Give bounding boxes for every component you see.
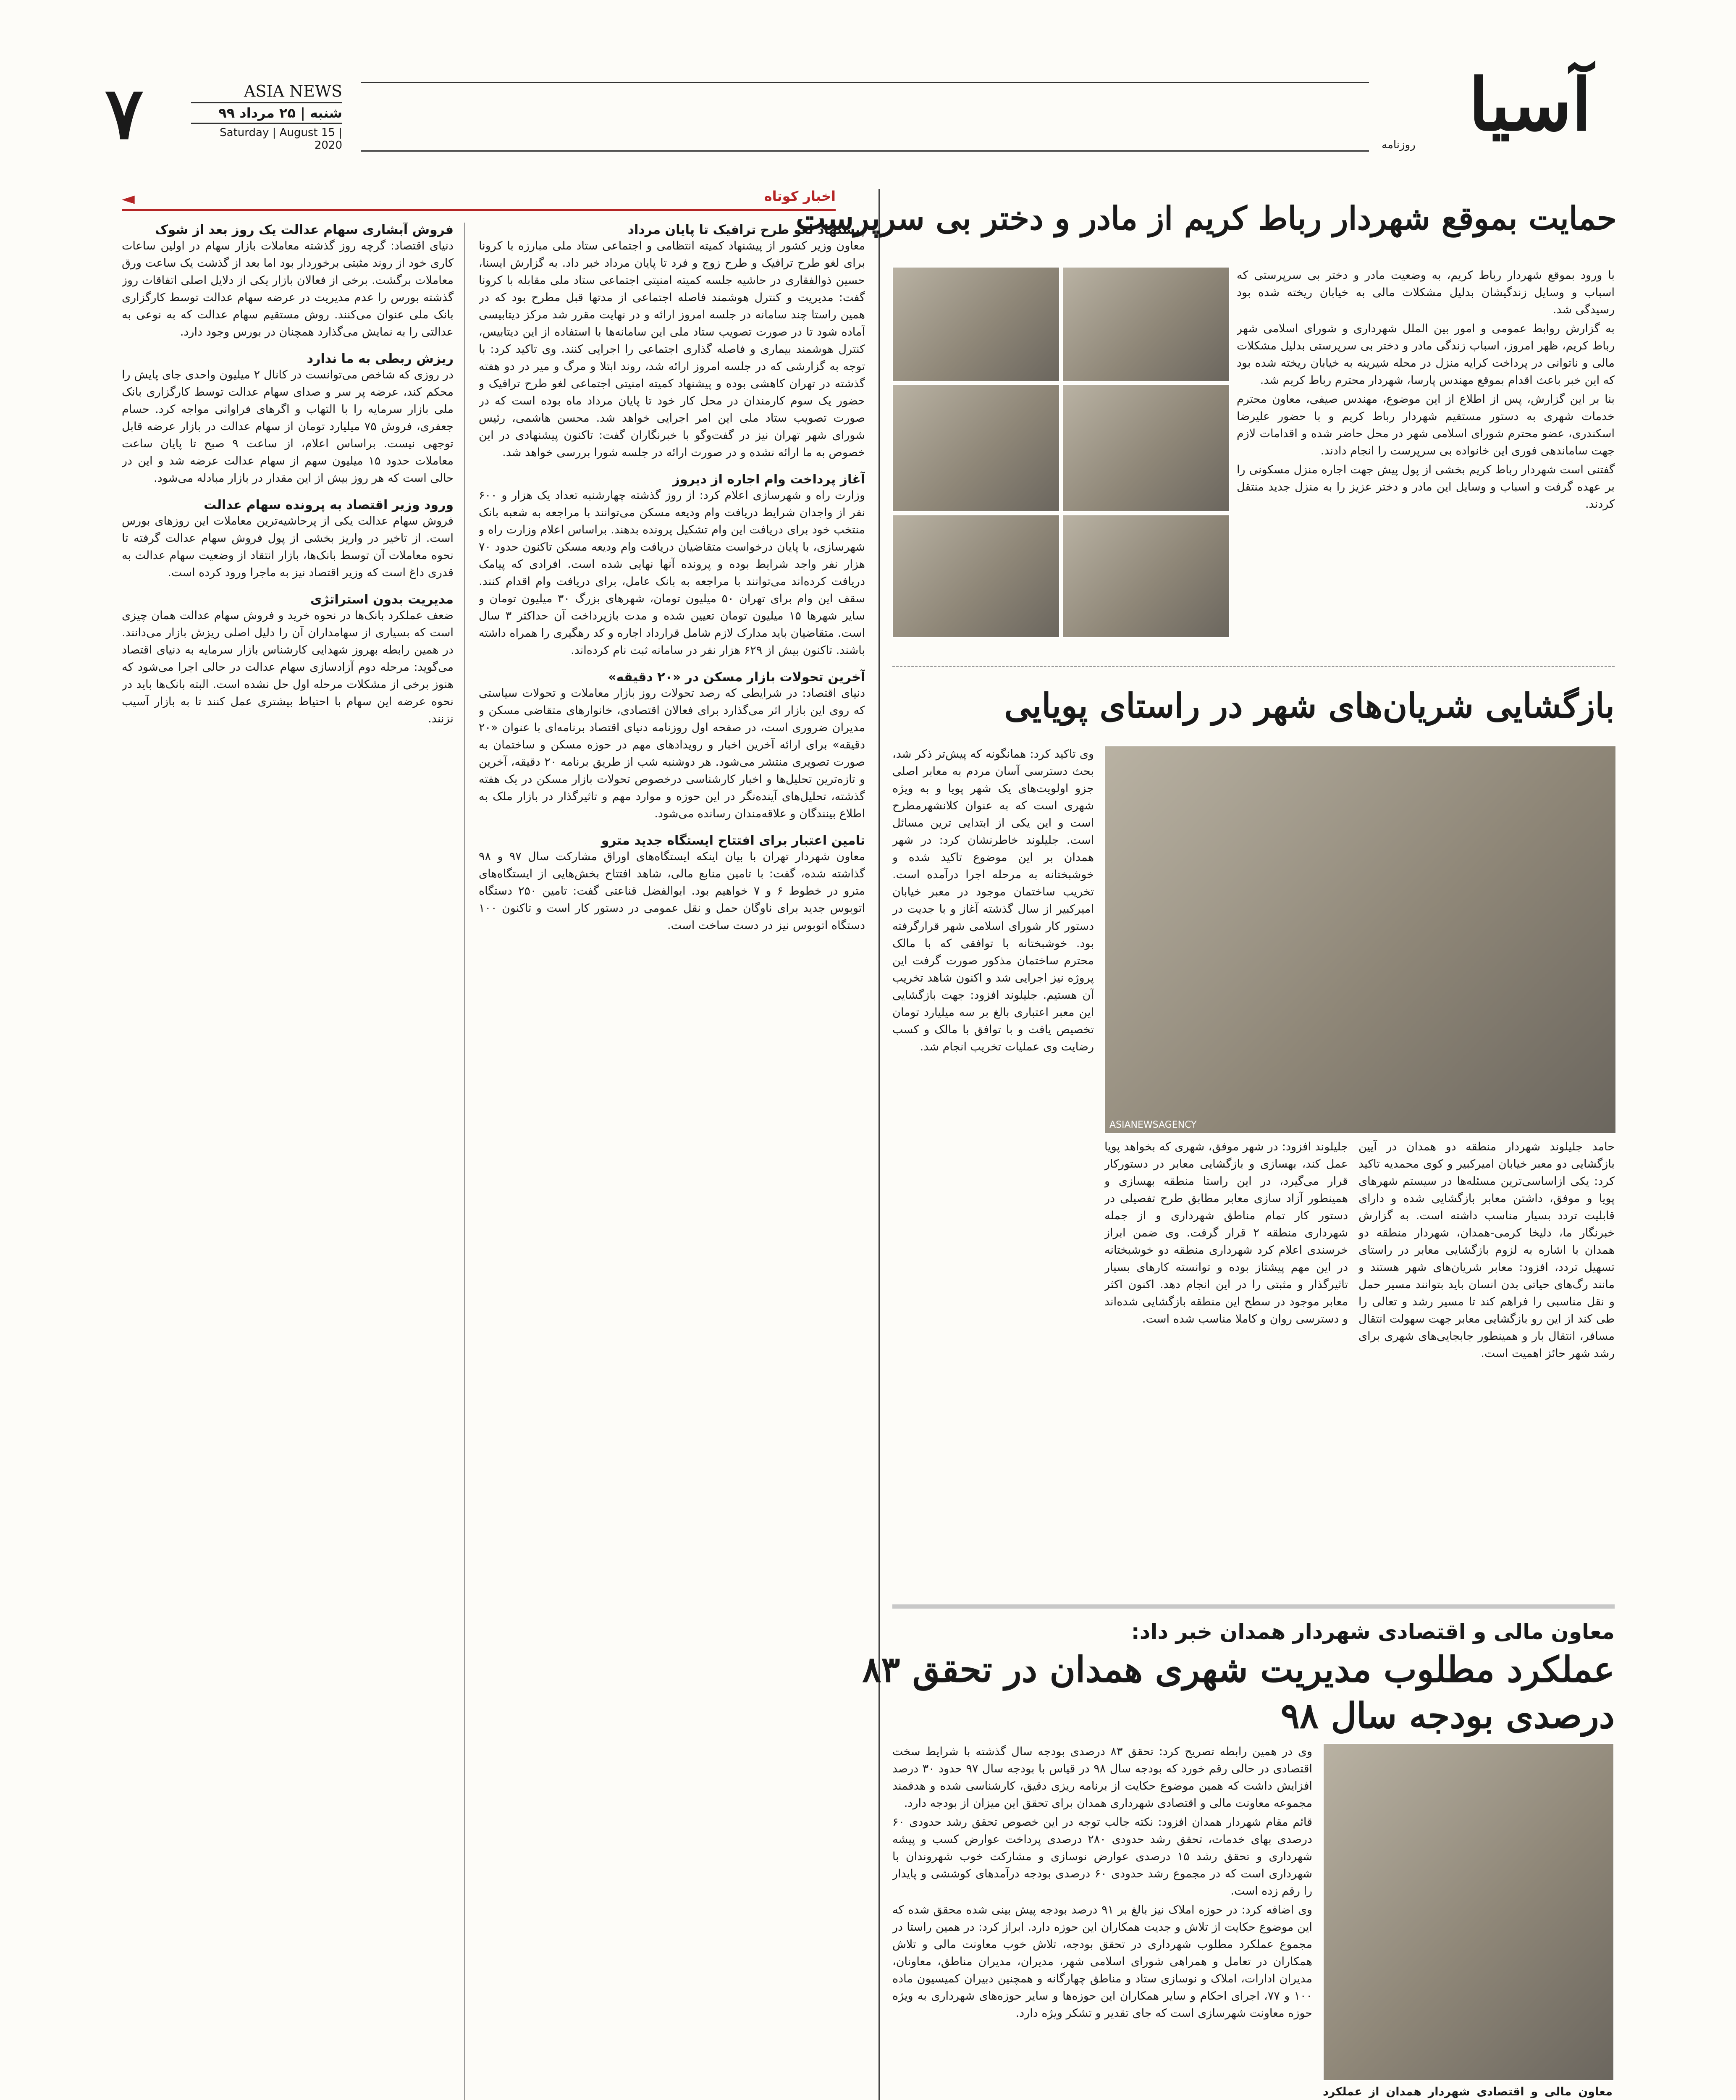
news-item-body: دنیای اقتصاد: در شرایطی که رصد تحولات روز بازار معاملات و تحولات سیاستی که روی این بازار اثر می‌گذارد برای فعالان اقتصادی، خانوارهای متقاضی مسکن و مدیران ضروری است، در صفحه اول روزنامه دنیای اقتصاد برنامه‌ای با عنوان «۲۰ دقیقه» برای ارائه آخرین اخبار و رویدادهای مهم در حوزه مسکن و ساختمان به صورت تصویری منتشر می‌شود. هر دوشنبه شب از طریق برنامه ۲۰ دقیقه، آخرین و تازه‌ترین تحلیل‌ها و اخبار کارشناسی درخصوص تحولات بازار مسکن در یک هفته گذشته، تحلیل‌های آینده‌نگر در این حوزه و موارد مهم و تاثیرگذار در بازار ملک به اطلاع بینندگان و علاقه‌مندان رسانده می‌شود. xyxy=(479,687,865,820)
date-en: Saturday | August 15 | 2020 xyxy=(220,126,342,152)
news-item-title: آغاز پرداخت وام اجاره از دیروز xyxy=(672,472,865,487)
article3-headline-line: درصدی بودجه سال ۹۸ xyxy=(1280,1695,1615,1736)
news-column-left xyxy=(122,223,454,2100)
article2-column-b: جلیلوند افزود: در شهر موفق، شهری که بخواهد پویا عمل کند، بهسازی و بازگشایی معابر در دستورکار قرار می‌گیرد، در این راستا منطقه بهسازی و همینطور آزاد سازی معابر مطابق طرح تفصیلی در دستور کار تمام مناطق شهرداری و از جمله شهرداری منطقه ۲ قرار گرفت. وی ضمن ابراز خرسندی اعلام کرد شهرداری منطقه دو خوشبختانه در این مهم پیشتاز بوده و توانسته کارهای بسیار تاثیرگذار و مثبتی را در این انجام دهد. اکنون اکثر معابر موجود در سطح این منطقه بازگشایی شده‌اند و دسترسی روان و کاملا مناسب شده است. xyxy=(1104,1140,1348,1326)
article3-column-right xyxy=(1323,2083,1613,2100)
news-item-title: تامین اعتبار برای افتتاح ایستگاه جدید مترو xyxy=(601,833,865,848)
section-arrow-icon: ◄ xyxy=(122,189,135,208)
masthead xyxy=(0,0,1736,176)
article3-paragraph: قائم مقام شهردار همدان افزود: نکته جالب توجه در این خصوص تحقق رشد حدودی ۶۰ درصدی بهای خدمات، تحقق رشد حدودی ۲۸۰ درصدی پرداخت عوارض کسب و پیشه شهرداری و تحقق رشد ۱۵ درصدی عوارض نوسازی و مشارکت خوب شهروندان با شهرداری است که در مجموع رشد حدودی ۶۰ درصدی بودجه درآمدهای کوششی و پایدار را رقم زده است. xyxy=(892,1816,1312,1898)
article2-headline: بازگشایی شریان‌های شهر در راستای پویایی xyxy=(1004,686,1615,725)
article1-body xyxy=(1237,267,1615,636)
article3-headline-line: عملکرد مطلوب مدیریت شهری همدان در تحقق ۸۳ xyxy=(862,1648,1615,1690)
article3-column-left xyxy=(892,1743,1312,2100)
column-divider xyxy=(878,189,880,2100)
news-item-title: ریزش ربطی به ما ندارد xyxy=(307,352,454,366)
article1-photo xyxy=(892,514,1060,638)
article3-headline xyxy=(862,1646,1615,1739)
article1-paragraph: به گزارش روابط عمومی و امور بین الملل شهرداری و شورای اسلامی شهر رباط کریم، ظهر امروز، اسباب زندگی مادر و دختر بی سرپرستی بدلیل مشکلات مالی و ناتوانی در پرداخت کرایه منزل در محله شیرینه به خیابان ریخته شده بود که این خبر باعث اقدام بموقع مهندس پارسا، شهردار محترم رباط کریم شد. xyxy=(1237,322,1615,387)
article1-photo xyxy=(1062,514,1230,638)
article2-photo xyxy=(1104,746,1616,1134)
photo-credit: ASIANEWSAGENCY xyxy=(1109,1120,1197,1130)
section-title: اخبار کوتاه xyxy=(764,188,836,204)
news-item-title: آخرین تحولات بازار مسکن در «۲۰ دقیقه» xyxy=(608,670,865,685)
date-fa: شنبه | ۲۵ مرداد ۹۹ xyxy=(191,103,342,124)
news-item-body: در روزی که شاخص می‌توانست در کانال ۲ میلیون واحدی جای پایش را محکم کند، عرضه پر سر و صدای سهام عدالت توسط کارگزاری بانک ملی بازار سرمایه را با التهاب و اگرهای فراوانی مواجه کرد. حسام جعفری، فروش ۷۵ میلیارد تومان از سهام عدالت در بازار عرضه قابل توجهی نیست. براساس اعلام، از ساعت ۹ صبح تا پایان ساعت معاملات حدود ۱۵ میلیون سهم از سهام عدالت عرضه شد و این در حالی است که هر روز بیش از این مقدار در بازار مبادله می‌شود. xyxy=(122,368,454,485)
page-number: ۷ xyxy=(105,71,144,155)
paper-name: ASIA NEWS xyxy=(191,82,342,103)
article1-photo-grid xyxy=(892,267,1228,636)
news-item-title: مدیریت بدون استراتژی xyxy=(310,592,454,607)
news-item-body: فروش سهام عدالت یکی از پرحاشیه‌ترین معاملات این روزهای بورس است. از تاخیر در واریز بخشی از پول فروش سهام عدالت گرفته تا نحوه معاملات آن توسط بانک‌ها، بازار انتقاد از وضعیت سهام عدالت به قدری داغ است که وزیر اقتصاد نیز به ماجرا ورود کرده است. xyxy=(122,514,454,579)
article1-headline: حمایت بموقع شهردار رباط کریم از مادر و دختر بی سرپرست xyxy=(795,200,1617,237)
logo xyxy=(1382,63,1617,160)
masthead-info xyxy=(191,82,342,152)
news-item-body: وزارت راه و شهرسازی اعلام کرد: از روز گذشته چهارشنبه تعداد یک هزار و ۶۰۰ نفر از واجدان شرایط دریافت وام ودیعه مسکن می‌توانند با مراجعه به شعبه بانک منتخب خود برای دریافت این وام تشکیل پرونده بدهند. براساس اعلام وزارت راه و شهرسازی، با پایان درخواست متقاضیان دریافت وام ودیعه مسکن تاکنون حدود ۷۰ هزار نفر واجد شرایط بوده و پرونده آنها نهایی شده است. افرادی که پیامک دریافت کرده‌اند می‌توانند با مراجعه به بانک عامل، برای دریافت وام اقدام کنند. سقف این وام برای تهران ۵۰ میلیون تومان، شهرهای بزرگ ۳۰ میلیون تومان و سایر شهرها ۱۵ میلیون تومان تعیین شده و مدت بازپرداخت آن حداکثر ۳ سال است. متقاضیان باید مدارک لازم شامل قرارداد اجاره و کد رهگیری را همراه داشته باشند. تاکنون بیش از ۶۲۹ هزار نفر در سامانه ثبت نام کرده‌اند. xyxy=(479,489,865,657)
logo-subtext: روزنامه xyxy=(1382,139,1416,151)
divider xyxy=(892,1604,1615,1609)
article1-photo xyxy=(1062,384,1230,512)
article3-paragraph: وی اضافه کرد: در حوزه املاک نیز بالغ بر ۹۱ درصد بودجه پیش بینی شده محقق شده که این موضوع حکایت از تلاش و جدیت همکاران این حوزه دارد. ابراز کرد: در همین راستا در مجموع عملکرد مطلوب شهرداری در تحقق بودجه، تلاش خوب معاونت مالی و تلاش همکاران در تعامل و همراهی شورای اسلامی شهر، مدیران، مدیران مناطق، معاونان، مدیران ادارات، املاک و نوسازی ستاد و مناطق چهارگانه و همچنین دبیران کمیسیون ماده ۱۰۰ و ۷۷، اجرای احکام و سایر همکاران این حوزه‌ها و سایر حوزه‌های شهرداری به ویژه حوزه معاونت شهرسازی است که جای تقدیر و تشکر ویژه دارد. xyxy=(892,1903,1312,2020)
article2-column-a: حامد جلیلوند شهردار منطقه دو همدان در آیین بازگشایی دو معبر خیابان امیرکبیر و کوی محمدیه تاکید کرد: یکی ازاساسی‌ترین مسئله‌ها در سیستم شهرهای پویا و موفق، داشتن معابر بازگشایی شده و دارای قابلیت تردد بسیار مناسب داشته است. به گزارش خبرنگار ما، دلیخا کرمی-همدان، شهردار منطقه دو همدان با اشاره به لزوم بازگشایی معابر در راستای تسهیل تردد، افزود: معابر شریان‌های شهر هستند و مانند رگ‌های حیاتی بدن انسان باید بتوانند مسیر حمل و نقل مناسبی را فراهم کند تا مسیر رشد و تعالی را طی کند از این رو بازگشایی معابر جهت سهولت انتقال مسافر، انتقال بار و همینطور جابجایی‌های شهری برای رشد شهر حائز اهمیت است. xyxy=(1358,1140,1615,1360)
news-item-body: معاون وزیر کشور از پیشنهاد کمیته انتظامی و اجتماعی ستاد ملی مبارزه با کرونا برای لغو طرح ترافیک و طرح زوج و فرد تا پایان مرداد خبر داد. به گزارش ایسنا، حسین ذوالفقاری در حاشیه جلسه کمیته امنیتی اجتماعی ستاد ملی مقابله با کرونا گفت: مدیریت و کنترل هوشمند فاصله اجتماعی از مدتها قبل مطرح بود که در همین راستا چند سامانه در جلسه امروز ارائه و در نهایت مقرر شد مرکز دیتابیسی آماده شود تا در صورت تصویب ستاد ملی این سامانه‌ها با استفاده از این دیتابیس، کنترل هوشمند بیماری و فاصله گذاری اجتماعی را اجرایی کنند. وی تاکید کرد: با توجه به گزارشی که در جلسه امروز ارائه شد، روند ابتلا و مرگ و میر در دو هفته گذشته در تهران کاهشی بوده و پیشنهاد کمیته امنیتی اجتماعی لغو طرح ترافیک و حضور یک سوم کارمندان در محل کار خود تا پایان مرداد ماه بوده است که در صورت تصویب ستاد ملی این امر اجرایی خواهد شد. محسن هاشمی، رئیس شورای شهر تهران نیز در گفت‌وگو با خبرنگاران گفت: تاکنون پیشنهادی در این خصوص به ما ارائه نشده و در صورت ارائه در جلسه شورا بررسی خواهد شد. xyxy=(479,239,865,459)
article3-photo xyxy=(1323,1743,1614,2081)
divider xyxy=(892,666,1615,667)
section-label xyxy=(122,188,836,211)
news-item-title: پیشنهاد لغو طرح ترافیک تا پایان مرداد xyxy=(627,223,865,237)
news-column-right xyxy=(479,223,865,2100)
article1-paragraph: بنا بر این گزارش، پس از اطلاع از این موضوع، مهندس صیفی، معاون محترم خدمات شهری به دستور مستقیم شهردار رباط کریم و با حضور علیرضا اسکندری، عضو محترم شورای اسلامی شهر در محل حاضر شده و اقدامات لازم جهت ساماندهی فوری این خانواده بی سرپرست را انجام دادند. xyxy=(1237,393,1615,457)
news-item-title: فروش آبشاری سهام عدالت یک روز بعد از شوک xyxy=(155,223,454,237)
news-item-title: ورود وزیر اقتصاد به پرونده سهام عدالت xyxy=(204,498,454,512)
masthead-rule xyxy=(361,82,1369,152)
news-item-body: ضعف عملکرد بانک‌ها در نحوه خرید و فروش سهام عدالت همان چیزی است که بسیاری از سهامداران آن را دلیل اصلی ریزش بازار می‌دانند. در همین رابطه بهروز شهدایی کارشناس بازار سرمایه به دنیای اقتصاد می‌گوید: مرحله دوم آزادسازی سهام عدالت در حالی اجرا می‌شود که هنوز برخی از مشکلات مرحله اول حل نشده است. البته بانک‌ها باید در نحوه عرضه این سهام با احتیاط بیشتری عمل کنند تا به بازار آسیب نزنند. xyxy=(122,609,454,725)
logo-text: آسیا xyxy=(1469,63,1592,147)
article1-photo xyxy=(892,267,1060,382)
news-item-body: دنیای اقتصاد: گرچه روز گذشته معاملات بازار سهام در اولین ساعات کاری خود از روند مثبتی برخوردار بود اما بعد از گذشت یک ساعت ورق معاملات برگشت. برخی از فعالان بازار یکی از دلایل اصلی اتفاقات روز گذشته بورس را عدم مدیریت در عرضه سهام عدالت توسط کارگزاری بانک ملی عنوان می‌کنند. روش مستقیم سهام عدالت که به نوعی به عدالتی را به نمایش می‌گذارد همچنان در بورس وجود دارد. xyxy=(122,239,454,339)
article1-photo xyxy=(892,384,1060,512)
article2-column-c: وی تاکید کرد: همانگونه که پیش‌تر ذکر شد، بحث دسترسی آسان مردم به معابر اصلی جزو اولویت‌های یک شهر پویا و به ویژه شهری است که به عنوان کلانشهرمطرح است و این یکی از ابتدایی ترین مسائل است. جلیلوند خاطرنشان کرد: در شهر همدان بر این موضوع تاکید شده و خوشبختانه به مرحله اجرا درآمده است. تخریب ساختمان موجود در معبر خیابان امیرکبیر از سال گذشته آغاز و با جدیت در دستور کار شورای اسلامی شهر قرارگرفته بود. خوشبختانه با توافقی که با مالک محترم ساختمان مذکور صورت گرفت این پروژه نیز اجرایی شد و اکنون شاهد تخریب آن هستیم. جلیلوند افزود: جهت بازگشایی این معبر اعتباری بالغ بر سه میلیارد تومان تخصیص یافت و با توافق با مالک و کسب رضایت وی عملیات تخریب انجام شد. xyxy=(892,748,1094,1053)
article1-photo xyxy=(1062,267,1230,382)
article3-paragraph: وی در همین رابطه تصریح کرد: تحقق ۸۳ درصدی بودجه سال گذشته با شرایط سخت اقتصادی در حالی رقم خورد که بودجه سال ۹۸ در قیاس با بودجه سال ۹۷ حدود ۳۰ درصد افزایش داشت که همین موضوع حکایت از برنامه ریزی دقیق، کارشناسی شده و هدفمند مجموعه معاونت مالی و اقتصادی شهرداری همدان برای تحقق این میزان از بودجه دارد. xyxy=(892,1745,1312,1810)
article1-paragraph: با ورود بموقع شهردار رباط کریم، به وضعیت مادر و دختر بی سرپرستی که اسباب و وسایل زندگیشان بدلیل مشکلات مالی به خیابان ریخته شده بود رسیدگی شد. xyxy=(1237,269,1615,316)
article3-caption: معاون مالی و اقتصادی شهردار همدان از عملکرد xyxy=(1323,2085,1613,2098)
article1-paragraph: گفتنی است شهردار رباط کریم بخشی از پول پیش جهت اجاره منزل مسکونی را بر عهده گرفت و اسباب و وسایل این مادر و دختر عزیز را به منزل جدید منتقل کردند. xyxy=(1237,463,1615,511)
column-divider xyxy=(464,223,465,2100)
article3-kicker: معاون مالی و اقتصادی شهردار همدان خبر داد: xyxy=(1131,1620,1615,1644)
news-item-body: معاون شهردار تهران با بیان اینکه ایستگاه‌های اوراق مشارکت سال ۹۷ و ۹۸ گذاشته شده، گفت: با تامین منابع مالی، شاهد افتتاح بخش‌هایی از ایستگاه‌های مترو در خطوط ۶ و ۷ خواهیم بود. ابوالفضل قناعتی گفت: تامین ۲۵۰ دستگاه اتوبوس جدید برای ناوگان حمل و نقل عمومی در دستور کار است و تاکنون ۱۰۰ دستگاه اتوبوس نیز در دست ساخت است. xyxy=(479,850,865,932)
